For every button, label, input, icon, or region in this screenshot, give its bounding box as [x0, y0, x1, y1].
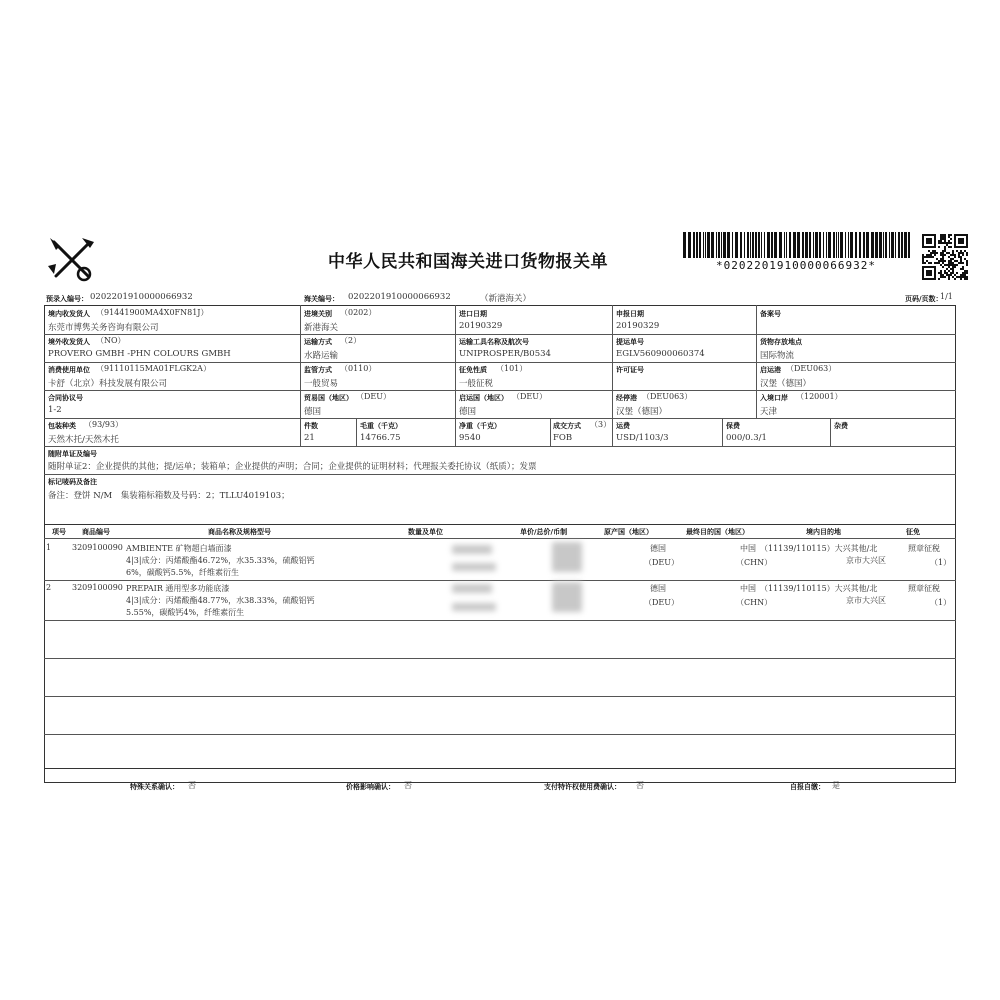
consumer-label: 消费使用单位	[48, 366, 90, 374]
freight: USD/1103/3	[616, 433, 669, 443]
goods-header-code: 商品编号	[82, 528, 110, 536]
bl-no: EGLV560900060374	[616, 349, 705, 359]
pre-entry-no: 0202201910000066932	[90, 292, 193, 302]
import-date: 20190329	[459, 321, 503, 331]
goods-dest-code: （CHN）	[736, 598, 773, 607]
goods-levy-b: （1）	[930, 598, 952, 607]
price-influence: 否	[404, 781, 412, 790]
pieces: 21	[304, 433, 315, 443]
insurance: 000/0.3/1	[726, 433, 767, 443]
price-influence-label: 价格影响确认：	[346, 783, 395, 791]
trade-country-code: （DEU）	[356, 392, 391, 401]
net: 9540	[459, 433, 481, 443]
transit-port-code: （DEU063）	[642, 392, 693, 401]
origin-country-code: （DEU）	[512, 392, 547, 401]
supervision: 一般贸易	[304, 379, 339, 389]
departure-port-label: 启运港	[760, 366, 781, 374]
net-label: 净重（千克）	[459, 422, 501, 430]
redacted-qty	[452, 584, 492, 593]
goods-code: 3209100090	[72, 583, 123, 592]
goods-header-name: 商品名称及规格型号	[208, 528, 271, 536]
goods-levy-b: （1）	[930, 558, 952, 567]
royalty-label: 支付特许权使用费确认：	[544, 783, 621, 791]
goods-header-levy: 征免	[906, 528, 920, 536]
departure-port: 汉堡（德国）	[760, 379, 812, 389]
pieces-label: 件数	[304, 422, 318, 430]
goods-name-line2: 4|3|成分：丙烯酸酯46.72%，水35.33%，硫酸铝钙	[126, 556, 315, 565]
terms-code: （3）	[590, 420, 612, 429]
entry-port-label: 进境关别	[304, 310, 332, 318]
goods-levy-a: 照章征税	[908, 584, 940, 593]
transport-mode-label: 运输方式	[304, 338, 332, 346]
redacted-qty	[452, 545, 492, 554]
entry-place: 天津	[760, 407, 778, 417]
declare-date-label: 申报日期	[616, 310, 644, 318]
vessel-label: 运输工具名称及航次号	[459, 338, 529, 346]
goods-name-line1: AMBIENTE 矿物超白墙面漆	[126, 544, 232, 553]
consumer-code: （91110115MA01FLGK2A）	[96, 364, 211, 373]
goods-header-seq: 项号	[52, 528, 66, 536]
special-relation-label: 特殊关系确认：	[130, 783, 179, 791]
goods-header-district: 境内目的地	[806, 528, 841, 536]
record-no-label: 备案号	[760, 310, 781, 318]
self-pay-label: 自报自缴：	[790, 783, 825, 791]
goods-origin: 德国	[650, 544, 666, 553]
goods-origin: 德国	[650, 584, 666, 593]
goods-district-b: 京市大兴区	[846, 556, 886, 565]
page-label: 页码/页数：	[905, 295, 943, 303]
consumer-name: 卡舒（北京）科技发展有限公司	[48, 379, 168, 389]
barcode	[683, 232, 911, 258]
gross: 14766.75	[360, 433, 401, 443]
redacted-qty	[452, 563, 496, 571]
storage: 国际物流	[760, 351, 795, 361]
goods-header-price: 单价/总价/币制	[520, 528, 568, 536]
goods-header-origin: 原产国（地区）	[604, 528, 653, 536]
import-date-label: 进口日期	[459, 310, 487, 318]
entry-place-label: 入境口岸	[760, 394, 788, 402]
license-label: 许可证号	[616, 366, 644, 374]
entry-port-code: （0202）	[340, 308, 377, 317]
goods-origin-code: （DEU）	[644, 558, 679, 567]
barcode-text: *0202201910000066932*	[715, 259, 877, 272]
shipper-code: （NO）	[96, 336, 126, 345]
goods-dest-code: （CHN）	[736, 558, 773, 567]
origin-country: 德国	[459, 407, 477, 417]
goods-name-line3: 6%，碳酸钙5.5%，纤维素衍生	[126, 568, 240, 577]
levy: 一般征税	[459, 379, 494, 389]
goods-dest: 中国	[740, 544, 756, 553]
terms-label: 成交方式	[553, 422, 581, 430]
redacted-qty	[452, 603, 496, 611]
pack: 天然木托/天然木托	[48, 435, 119, 445]
redacted-price	[552, 582, 582, 612]
levy-code: （101）	[496, 364, 528, 373]
goods-name-line3: 5.55%，碳酸钙4%，纤维素衍生	[126, 608, 245, 617]
royalty: 否	[636, 781, 644, 790]
pack-code: （93/93）	[84, 420, 124, 429]
freight-label: 运费	[616, 422, 630, 430]
goods-district-a: （11139/110115）大兴其他/北	[760, 544, 878, 553]
goods-name-line1: PREPAIR 通用型多功能底漆	[126, 584, 230, 593]
page-value: 1/1	[940, 292, 953, 301]
declare-date: 20190329	[616, 321, 660, 331]
consignee-label: 境内收发货人	[48, 310, 90, 318]
goods-name-line2: 4|3|成分：丙烯酸酯48.77%，水38.33%，硫酸铝钙	[126, 596, 315, 605]
goods-code: 3209100090	[72, 543, 123, 552]
pack-label: 包装种类	[48, 422, 76, 430]
transit-port: 汉堡（德国）	[616, 407, 668, 417]
goods-seq: 1	[46, 543, 52, 552]
docs: 随附单证2：企业提供的其他；提/运单；装箱单；企业提供的声明；合同；企业提供的证明材料；代理报关委托协议（纸质）；发票	[48, 462, 537, 472]
goods-header-qty: 数量及单位	[408, 528, 443, 536]
storage-label: 货物存放地点	[760, 338, 802, 346]
qr-code	[922, 234, 968, 280]
transport-mode: 水路运输	[304, 351, 339, 361]
goods-district-a: （11139/110115）大兴其他/北	[760, 584, 878, 593]
contract-label: 合同协议号	[48, 394, 83, 402]
docs-label: 随附单证及编号	[48, 450, 97, 458]
transit-port-label: 经停港	[616, 394, 637, 402]
goods-origin-code: （DEU）	[644, 598, 679, 607]
vessel: UNIPROSPER/B0534	[459, 349, 551, 359]
consignee-name: 东莞市博隽关务咨询有限公司	[48, 323, 159, 333]
departure-port-code: （DEU063）	[786, 364, 837, 373]
customs-no-label: 海关编号：	[304, 295, 339, 303]
goods-district-b: 京市大兴区	[846, 596, 886, 605]
goods-header-dest: 最终目的国（地区）	[686, 528, 749, 536]
customs-emblem-logo	[46, 236, 98, 284]
origin-country-label: 启运国（地区）	[459, 394, 508, 402]
pre-entry-label: 预录入编号：	[46, 295, 88, 303]
customs-no: 0202201910000066932	[348, 292, 451, 302]
page-title: 中华人民共和国海关进口货物报关单	[328, 252, 608, 272]
supervision-label: 监管方式	[304, 366, 332, 374]
goods-dest: 中国	[740, 584, 756, 593]
special-relation: 否	[188, 781, 196, 790]
levy-label: 征免性质	[459, 366, 487, 374]
entry-place-code: （120001）	[796, 392, 843, 401]
port-note: （新港海关）	[480, 294, 532, 304]
bl-label: 提运单号	[616, 338, 644, 346]
insurance-label: 保费	[726, 422, 740, 430]
marks-label: 标记唛码及备注	[48, 478, 97, 486]
redacted-price	[552, 542, 582, 572]
trade-country: 德国	[304, 407, 322, 417]
terms: FOB	[553, 433, 573, 443]
entry-port: 新港海关	[304, 323, 339, 333]
gross-label: 毛重（千克）	[360, 422, 402, 430]
transport-mode-code: （2）	[340, 336, 362, 345]
goods-seq: 2	[46, 583, 52, 592]
shipper-name: PROVERO GMBH -PHN COLOURS GMBH	[48, 349, 231, 359]
trade-country-label: 贸易国（地区）	[304, 394, 353, 402]
goods-levy-a: 照章征税	[908, 544, 940, 553]
self-pay: 是	[832, 781, 840, 790]
contract: 1-2	[48, 405, 62, 415]
consignee-code: （91441900MA4X0FN81J）	[96, 308, 209, 317]
supervision-code: （0110）	[340, 364, 377, 373]
misc-label: 杂费	[834, 422, 848, 430]
marks: 备注：登饼 N/M 集装箱标箱数及号码：2；TLLU4019103；	[48, 491, 290, 501]
shipper-label: 境外收发货人	[48, 338, 90, 346]
